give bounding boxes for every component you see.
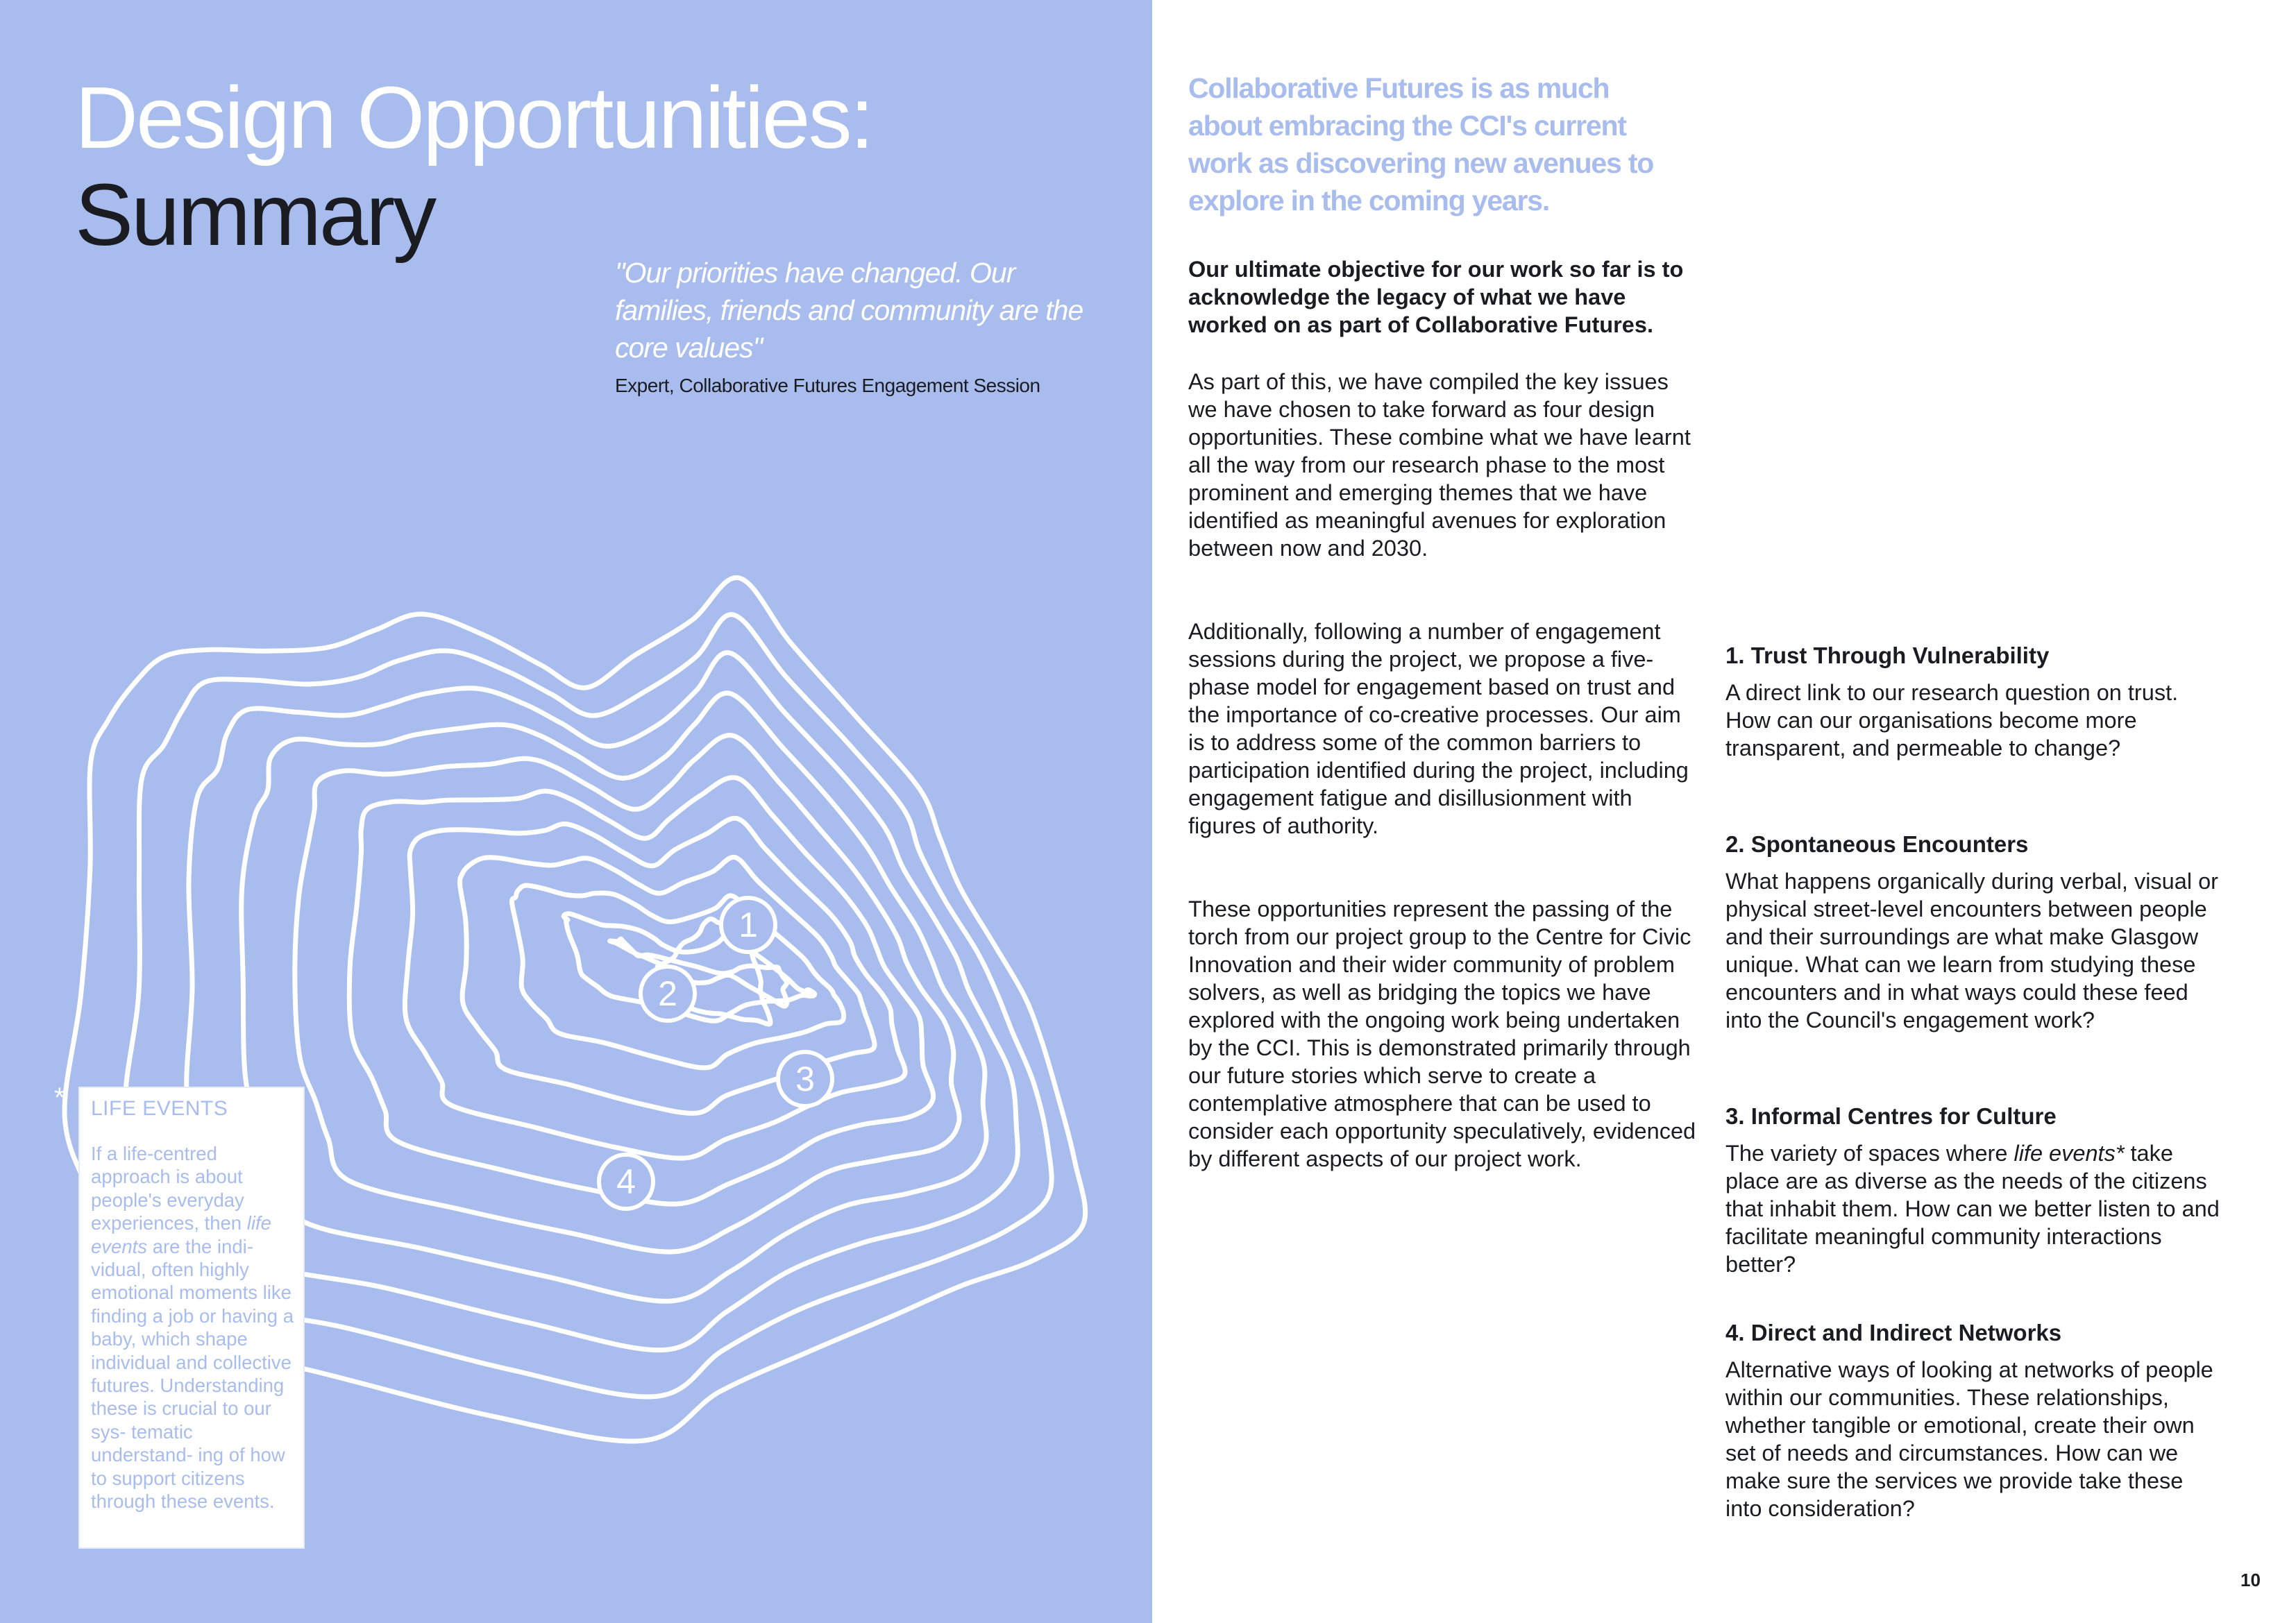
opportunity-body: Alternative ways of looking at networks of people within our communities. These relationships, whether tangible or emotional, create their own set of needs and circumstances. How can we make sure the services we provide take these into consideration? [1725,1357,2213,1521]
quote-attribution: Expert, Collaborative Futures Engagement Session [615,375,1040,396]
sidebar-asterisk: * [54,1082,65,1113]
map-marker-label: 2 [658,974,677,1013]
opportunity-body: The variety of spaces where life events* take place are as diverse as the needs of the citizens that inhabit them. How can we better listen to and facilitate meaningful community interactions better? [1725,1141,2220,1277]
opportunity-3 [1725,1102,2225,1278]
opportunity-title: 4. Direct and Indirect Networks [1725,1320,2062,1345]
sidebar-body: If a life-centred approach is about people's everyday experiences, then life events are the indi- vidual, often highly emotional moments like finding a job or having a baby, which shape individual and collective futures. Understanding these is crucial to our sys- tematic understand- ing of how to support citizens through these events. [91,1143,294,1513]
opportunity-4 [1725,1318,2225,1522]
paragraph: Additionally, following a number of engagement sessions during the project, we propose a five-phase model for engagement based on trust and the importance of co-creative processes. Our aim is to address some of the common barriers to participation identified during the project, including engagement fatigue and disillusionment with figures of authority. [1188,619,1689,838]
opportunity-body: What happens organically during verbal, visual or physical street-level encounters between people and their surroundings are what make Glasgow unique. What can we learn from studying these encounters and in what ways could these feed into the Council's engagement work? [1725,869,2218,1033]
page-subtitle: Summary [75,166,435,264]
map-marker-label: 4 [616,1162,636,1201]
opportunity-title: 3. Informal Centres for Culture [1725,1103,2057,1129]
lead-paragraph: Our ultimate objective for our work so far is to acknowledge the legacy of what we have worked on as part of Collaborative Futures. [1188,257,1684,337]
paragraph: As part of this, we have compiled the key issues we have chosen to take forward as four design opportunities. These combine what we have learnt all the way from our research phase to the most prominent and emerging themes that we have identified as meaningful avenues for exploration between now and 2030. [1188,369,1691,561]
page-number: 10 [2240,1570,2261,1590]
paragraph: These opportunities represent the passing of the torch from our project group to the Centre for Civic Innovation and their wider community of problem solvers, as well as bridging the topics we have explored with the ongoing work being undertaken by the CCI. This is demonstrated primarily through our future stories which serve to create a contemplative atmosphere that can be used to consider each opportunity speculatively, evidenced by different aspects of our project work. [1188,897,1696,1171]
opportunity-1 [1725,641,2225,762]
map-marker-label: 3 [795,1060,815,1098]
opportunity-body: A direct link to our research question on trust. How can our organisations become more transparent, and permeable to change? [1725,680,2179,760]
opportunity-title: 1. Trust Through Vulnerability [1725,643,2050,668]
page-title: Design Opportunities: [75,69,872,167]
pull-quote: "Our priorities have changed. Our families, friends and community are the core values" [615,257,1083,364]
opportunity-2 [1725,830,2225,1034]
life-events-sidebar [78,1087,305,1549]
map-marker-label: 1 [738,906,758,944]
opportunity-title: 2. Spontaneous Encounters [1725,831,2029,857]
sidebar-title: LIFE EVENTS [91,1097,228,1120]
intro-statement: Collaborative Futures is as much about embracing the CCI's current work as discovering new avenues to explore in the coming years. [1188,72,1654,216]
